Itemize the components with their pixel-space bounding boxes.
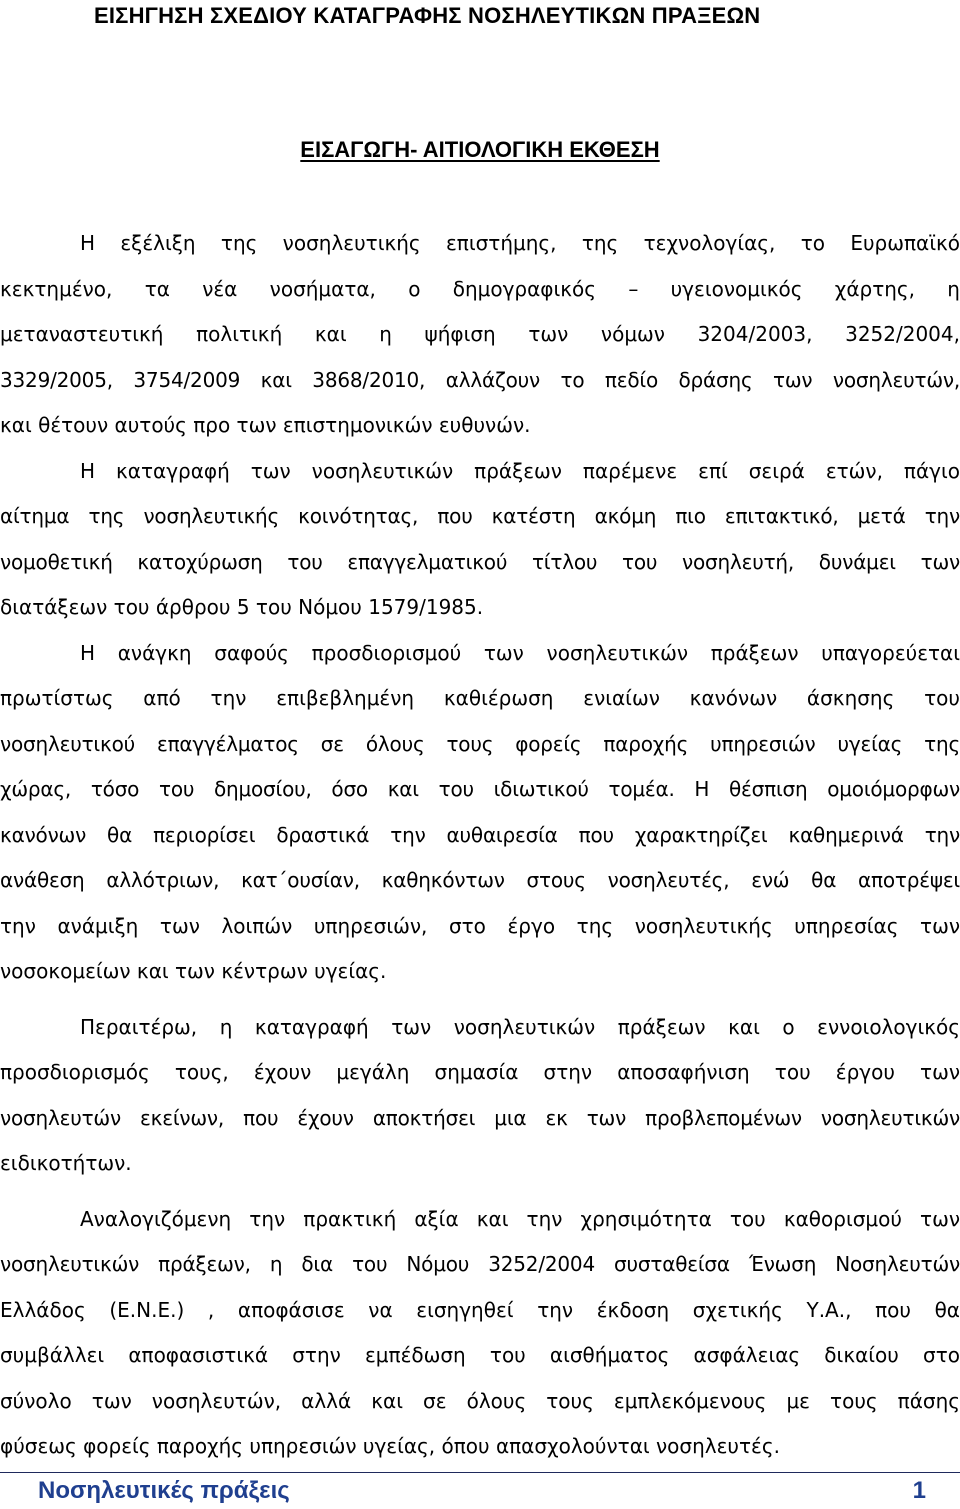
page-footer xyxy=(0,1472,960,1506)
section-heading: ΕΙΣΑΓΩΓΗ- ΑΙΤΙΟΛΟΓΙΚΗ ΕΚΘΕΣΗ xyxy=(300,137,660,162)
paragraph xyxy=(0,631,960,995)
paragraph-gap xyxy=(0,1187,960,1197)
paragraph-line: Η ανάγκη σαφούς προσδιορισμού των νοσηλευτικών πράξεων υπαγορεύεται xyxy=(80,640,960,665)
paragraph-line: χώρας, τόσο του δημοσίου, όσο και του ιδιωτικού τομέα. Η θέσπιση ομοιόμορφων xyxy=(0,777,960,801)
paragraph-line: φύσεως φορείς παροχής υπηρεσιών υγείας, όπου απασχολούνται νοσηλευτές. xyxy=(0,1434,780,1458)
paragraph-line: νοσηλευτικών πράξεων, η δια του Νόμου 3252/2004 συσταθείσα Ένωση Νοσηλευτών xyxy=(0,1252,960,1276)
paragraph-line: σύνολο των νοσηλευτών, αλλά και σε όλους τους εμπλεκόμενους με τους πάσης xyxy=(0,1388,960,1413)
page-number: 1 xyxy=(912,1477,926,1504)
paragraph-line: Η εξέλιξη της νοσηλευτικής επιστήμης, της τεχνολογίας, το Ευρωπαϊκό xyxy=(80,231,960,255)
paragraph xyxy=(0,221,960,449)
paragraph-line: αίτημα της νοσηλευτικής κοινότητας, που κατέστη ακόμη πιο επιτακτικό, μετά την xyxy=(0,504,960,528)
paragraph-line: κεκτημένο, τα νέα νοσήματα, ο δημογραφικός – υγειονομικός χάρτης, η xyxy=(0,276,960,301)
paragraph xyxy=(0,1197,960,1470)
paragraph-line: νοσηλευτών εκείνων, που έχουν αποκτήσει μια εκ των προβλεπομένων νοσηλευτικών xyxy=(0,1105,960,1130)
document-title: ΕΙΣΗΓΗΣΗ ΣΧΕΔΙΟΥ ΚΑΤΑΓΡΑΦΗΣ ΝΟΣΗΛΕΥΤΙΚΩΝ ΠΡΑΞΕΩΝ xyxy=(94,3,761,28)
paragraph xyxy=(0,449,960,631)
paragraph-line: νομοθετική κατοχύρωση του επαγγελματικού τίτλου του νοσηλευτή, δυνάμει των xyxy=(0,549,960,574)
paragraph-line: Η καταγραφή των νοσηλευτικών πράξεων παρέμενε επί σειρά ετών, πάγιο xyxy=(80,458,960,483)
paragraph-line: Περαιτέρω, η καταγραφή των νοσηλευτικών πράξεων και ο εννοιολογικός xyxy=(80,1014,960,1039)
paragraph-line: ανάθεση αλλότριων, κατ΄ουσίαν, καθηκόντων στους νοσηλευτές, ενώ θα αποτρέψει xyxy=(0,868,960,892)
document-body xyxy=(0,221,960,1470)
paragraph-line: νοσηλευτικού επαγγέλματος σε όλους τους φορείς παροχής υπηρεσιών υγείας της xyxy=(0,731,960,756)
footer-title: Νοσηλευτικές πράξεις xyxy=(38,1477,290,1504)
paragraph-line: συμβάλλει αποφασιστικά στην εμπέδωση του αισθήματος ασφάλειας δικαίου στο xyxy=(0,1343,960,1367)
paragraph-line: ειδικοτήτων. xyxy=(0,1151,132,1175)
paragraph-line: μεταναστευτική πολιτική και η ψήφιση των νόμων 3204/2003, 3252/2004, xyxy=(0,322,960,346)
paragraph-line: διατάξεων του άρθρου 5 του Νόμου 1579/1985. xyxy=(0,595,484,619)
paragraph-line: 3329/2005, 3754/2009 και 3868/2010, αλλάζουν το πεδίο δράσης των νοσηλευτών, xyxy=(0,367,960,392)
paragraph-line: και θέτουν αυτούς προ των επιστημονικών ευθυνών. xyxy=(0,413,531,437)
paragraph-line: νοσοκομείων και των κέντρων υγείας. xyxy=(0,959,387,983)
paragraph-gap xyxy=(0,995,960,1005)
paragraph-line: προσδιορισμός τους, έχουν μεγάλη σημασία στην αποσαφήνιση του έργου των xyxy=(0,1060,960,1084)
paragraph-line: την ανάμιξη των λοιπών υπηρεσιών, στο έργο της νοσηλευτικής υπηρεσίας των xyxy=(0,913,960,938)
paragraph-line: Ελλάδος (Ε.Ν.Ε.) , αποφάσισε να εισηγηθεί την έκδοση σχετικής Υ.Α., που θα xyxy=(0,1297,960,1322)
paragraph-line: κανόνων θα περιορίσει δραστικά την αυθαιρεσία που χαρακτηρίζει καθημερινά την xyxy=(0,822,960,847)
paragraph xyxy=(0,1005,960,1187)
paragraph-line: πρωτίστως από την επιβεβλημένη καθιέρωση ενιαίων κανόνων άσκησης του xyxy=(0,686,960,710)
paragraph-line: Αναλογιζόμενη την πρακτική αξία και την χρησιμότητα του καθορισμού των xyxy=(80,1206,960,1231)
